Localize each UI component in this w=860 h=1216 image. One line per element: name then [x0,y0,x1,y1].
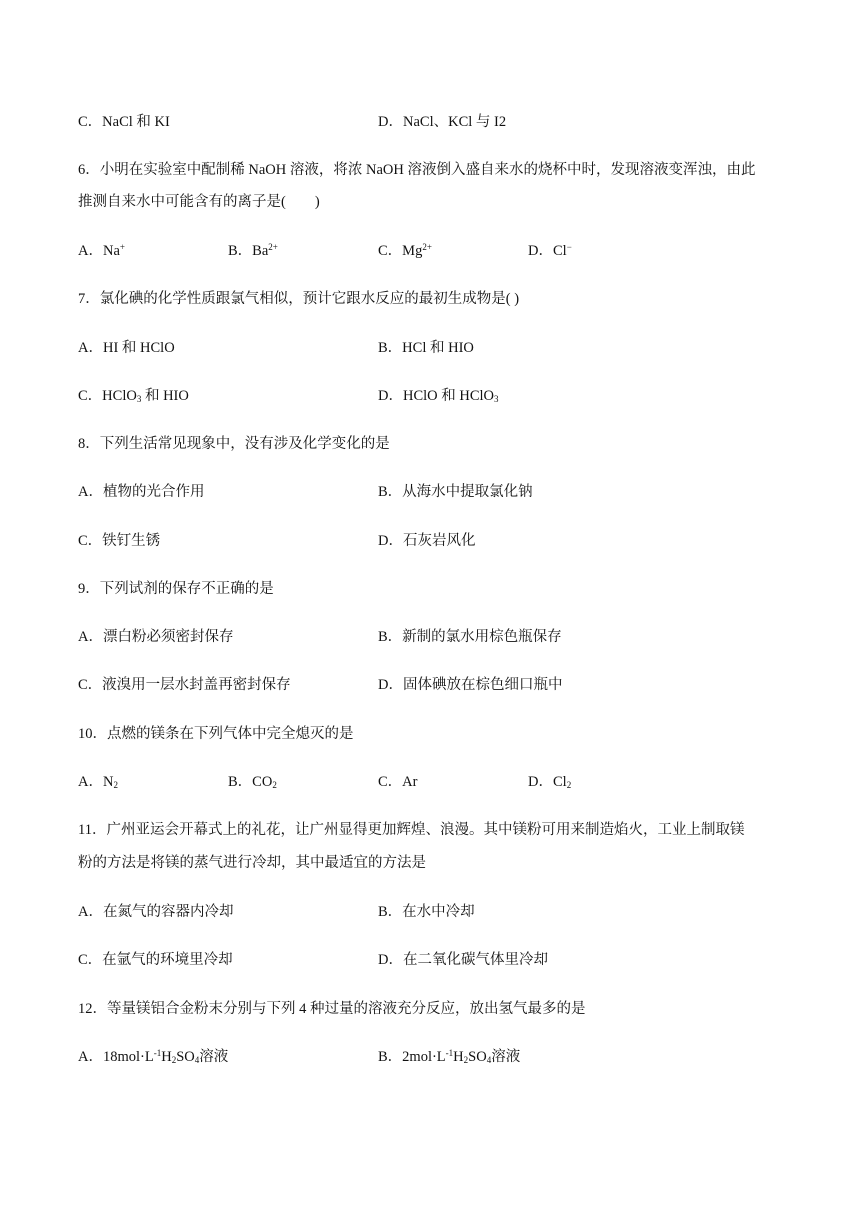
q9-option-a[interactable]: A．漂白粉必须密封保存 [78,629,234,645]
q6-option-d[interactable]: D．Cl− [528,242,572,259]
q5-option-d[interactable]: D．NaCl、KCl 与 I2 [378,114,507,130]
q8-stem: 8．下列生活常见现象中，没有涉及化学变化的是 [78,436,390,452]
q11-option-d[interactable]: D．在二氧化碳气体里冷却 [378,952,548,968]
q12-option-a[interactable]: A．$18mol\cdot L^{-1}H_2SO_4$溶液 [78,1048,229,1065]
q12-option-b[interactable]: B．$2mol\cdot L^{-1}H_2SO_4$溶液 [378,1048,521,1065]
q6-stem-line2: 推测自来水中可能含有的离子是( ) [78,194,320,210]
q5-option-c[interactable]: C．NaCl 和 KI [78,114,170,130]
q10-option-a[interactable]: A．$N_2$ [78,774,118,790]
q8-option-b[interactable]: B．从海水中提取氯化钠 [378,484,533,500]
q9-option-b[interactable]: B．新制的氯水用棕色瓶保存 [378,629,562,645]
q12-stem: 12．等量镁铝合金粉末分别与下列 4 种过量的溶液充分反应，放出氢气最多的是 [78,1001,586,1017]
q10-option-c[interactable]: C．Ar [378,774,418,790]
q7-option-a[interactable]: A．HI 和 HClO [78,340,175,356]
q6-option-a[interactable]: A．Na+ [78,242,125,259]
q11-option-c[interactable]: C．在氩气的环境里冷却 [78,952,233,968]
q9-option-d[interactable]: D．固体碘放在棕色细口瓶中 [378,677,563,693]
q9-stem: 9．下列试剂的保存不正确的是 [78,581,274,597]
q10-option-d[interactable]: D．$Cl_2$ [528,774,572,790]
q7-option-d[interactable]: D．HClO 和 HClO$_3$ [378,388,499,404]
q11-stem-line2: 粉的方法是将镁的蒸气进行冷却，其中最适宜的方法是 [78,855,426,871]
q8-option-a[interactable]: A．植物的光合作用 [78,484,205,500]
q6-option-b[interactable]: B．$Ba^{2+}$ [228,242,278,259]
q9-option-c[interactable]: C．液溴用一层水封盖再密封保存 [78,677,291,693]
q11-option-b[interactable]: B．在水中冷却 [378,904,475,920]
q6-option-c[interactable]: C．$Mg^{2+}$ [378,242,432,259]
q7-option-c[interactable]: C．HClO$_3$ 和 HIO [78,388,189,404]
q10-option-b[interactable]: B．$CO_2$ [228,774,277,790]
q7-stem: 7．氯化碘的化学性质跟氯气相似，预计它跟水反应的最初生成物是( ) [78,291,520,307]
q10-stem: 10．点燃的镁条在下列气体中完全熄灭的是 [78,726,354,742]
q7-option-b[interactable]: B．HCl 和 HIO [378,340,474,356]
q11-option-a[interactable]: A．在氮气的容器内冷却 [78,904,234,920]
q6-stem-line1: 6．小明在实验室中配制稀 NaOH 溶液，将浓 NaOH 溶液倒入盛自来水的烧杯中时，发现溶液变浑浊，由此 [78,162,756,178]
q11-stem-line1: 11．广州亚运会开幕式上的礼花，让广州显得更加辉煌、浪漫。其中镁粉可用来制造焰火，工业上制取镁 [78,822,745,838]
q8-option-d[interactable]: D．石灰岩风化 [378,533,476,549]
q8-option-c[interactable]: C．铁钉生锈 [78,533,161,549]
